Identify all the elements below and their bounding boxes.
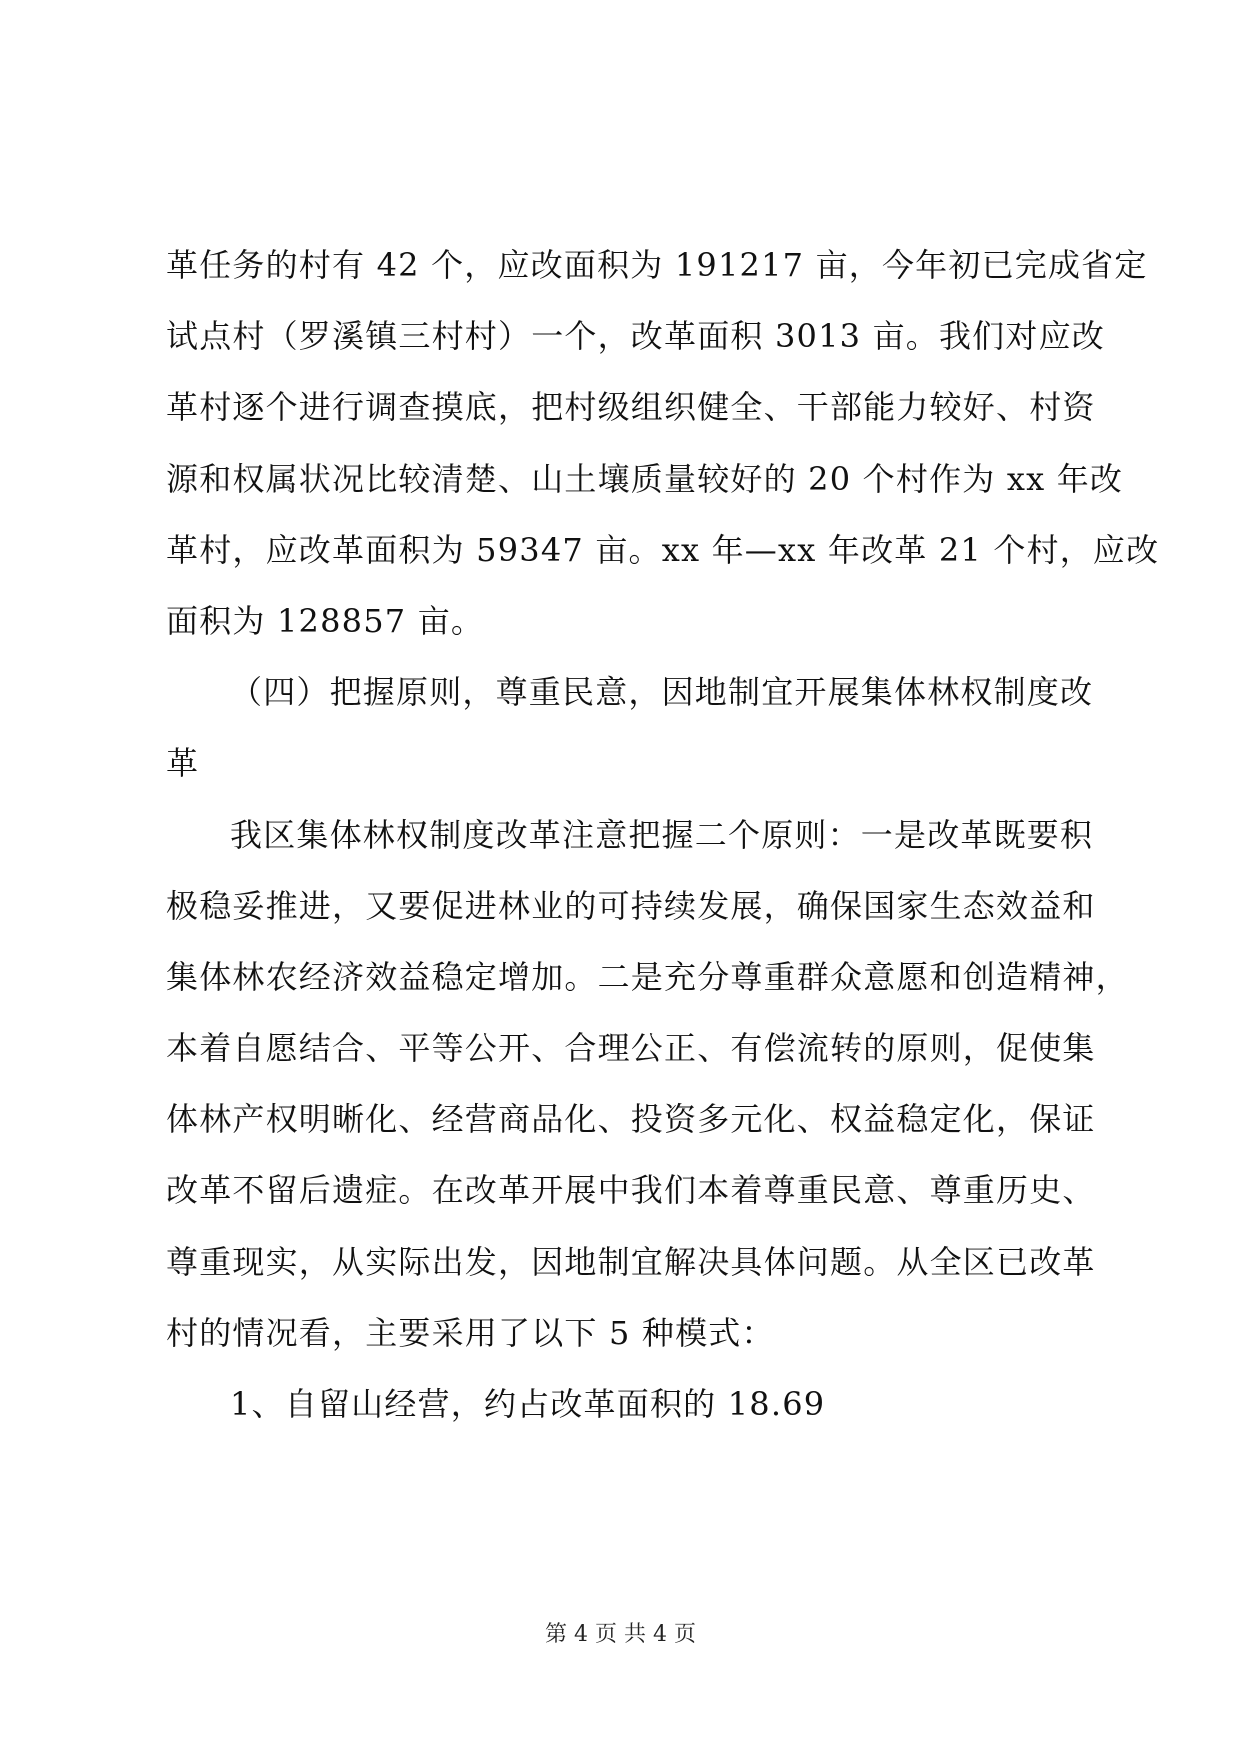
paragraph-line: 本着自愿结合、平等公开、合理公正、有偿流转的原则，促使集 xyxy=(166,1029,1096,1068)
paragraph-line: 我区集体林权制度改革注意把握二个原则：一是改革既要积 xyxy=(230,815,1094,854)
paragraph-line: 改革不留后遗症。在改革开展中我们本着尊重民意、尊重历史、 xyxy=(166,1171,1096,1210)
paragraph-line: 面积为 128857 亩。 xyxy=(166,601,485,640)
paragraph-line: 极稳妥推进，又要促进林业的可持续发展，确保国家生态效益和 xyxy=(166,886,1096,925)
paragraph-line: 源和权属状况比较清楚、山土壤质量较好的 20 个村作为 xx 年改 xyxy=(166,459,1124,498)
paragraph-line: 试点村（罗溪镇三村村）一个，改革面积 3013 亩。我们对应改 xyxy=(166,317,1105,356)
list-item: 1、自留山经营，约占改革面积的 18.69 xyxy=(230,1385,826,1423)
paragraph-line: 革任务的村有 42 个，应改面积为 191217 亩，今年初已完成省定 xyxy=(166,246,1148,284)
document-body xyxy=(166,230,1160,1440)
page-number-footer: 第 4 页 共 4 页 xyxy=(545,1622,696,1647)
paragraph-line: 体林产权明晰化、经营商品化、投资多元化、权益稳定化，保证 xyxy=(166,1100,1096,1139)
paragraph-line: 集体林农经济效益稳定增加。二是充分尊重群众意愿和创造精神， xyxy=(166,957,1129,996)
paragraph-line: 村的情况看，主要采用了以下 5 种模式： xyxy=(166,1313,775,1352)
paragraph-line: 革村，应改革面积为 59347 亩。xx 年—xx 年改革 21 个村，应改 xyxy=(166,530,1160,569)
paragraph-line: 尊重现实，从实际出发，因地制宜解决具体问题。从全区已改革 xyxy=(166,1242,1096,1281)
section-heading-continued: 革 xyxy=(166,744,200,783)
section-heading: （四）把握原则，尊重民意，因地制宜开展集体林权制度改 xyxy=(230,673,1094,712)
paragraph-line: 革村逐个进行调查摸底，把村级组织健全、干部能力较好、村资 xyxy=(166,388,1096,427)
